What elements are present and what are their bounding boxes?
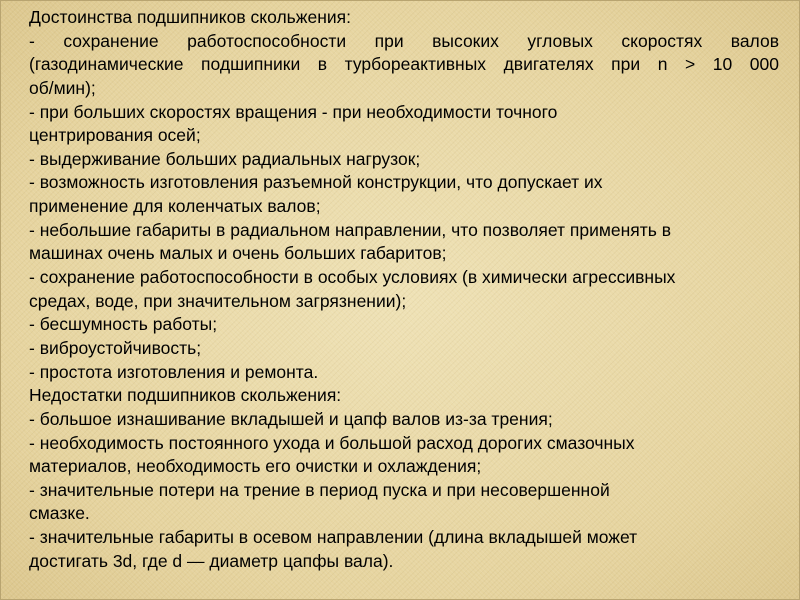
advantages-heading: Достоинства подшипников скольжения: <box>29 7 351 27</box>
text-line: машинах очень малых и очень больших габаритов; <box>29 243 447 264</box>
text-line: центрирования осей; <box>29 125 201 146</box>
text-line: - бесшумность работы; <box>29 314 218 335</box>
text-line: - значительные габариты в осевом направлении (длина вкладышей может <box>29 527 638 548</box>
text-line: средах, воде, при значительном загрязнении); <box>29 290 407 311</box>
text-line: достигать 3d, где d — диаметр цапфы вала). <box>29 550 394 571</box>
text-line: - при больших скоростях вращения - при необходимости точного <box>29 101 558 122</box>
text-line: (газодинамические подшипники в турбореактивных двигателях при n > 10 000 <box>29 54 779 75</box>
slide-text-body <box>29 6 779 573</box>
text-line: материалов, необходимость его очистки и охлаждения; <box>29 456 482 477</box>
text-line: - значительные потери на трение в период пуска и при несовершенной <box>29 479 610 500</box>
text-line: - виброустойчивость; <box>29 337 202 358</box>
text-line: - необходимость постоянного ухода и большой расход дорогих смазочных <box>29 432 635 453</box>
text-line: - сохранение работоспособности в особых условиях (в химически агрессивных <box>29 267 676 288</box>
text-line: - возможность изготовления разъемной конструкции, что допускает их <box>29 172 603 193</box>
disadvantages-heading: Недостатки подшипников скольжения: <box>29 385 342 406</box>
text-line: смазке. <box>29 503 90 524</box>
text-line: - большое изнашивание вкладышей и цапф валов из-за трения; <box>29 408 553 429</box>
text-line: - сохранение работоспособности при высоких угловых скоростях валов <box>29 30 779 51</box>
text-line: применение для коленчатых валов; <box>29 196 321 217</box>
text-line: - небольшие габариты в радиальном направлении, что позволяет применять в <box>29 219 672 240</box>
text-line: - простота изготовления и ремонта. <box>29 361 319 382</box>
text-line: - выдерживание больших радиальных нагрузок; <box>29 148 421 169</box>
text-line: об/мин); <box>29 77 96 98</box>
